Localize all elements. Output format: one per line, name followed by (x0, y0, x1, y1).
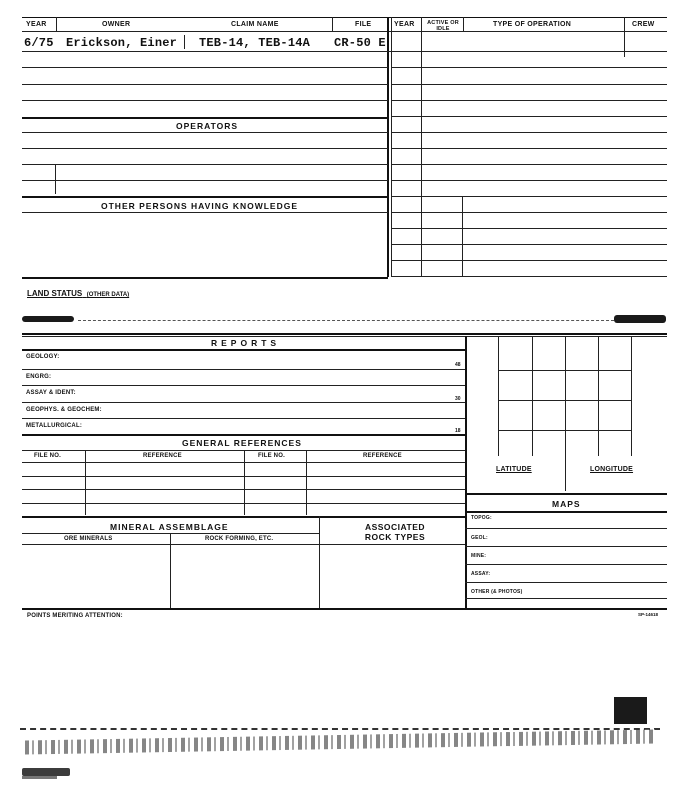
scan-noise-band (25, 730, 655, 755)
ink-smudge-right (614, 315, 666, 323)
maps-topog: TOPOG: (471, 515, 492, 521)
ref-header-reference-2: REFERENCE (363, 453, 402, 459)
header-claim-name: CLAIM NAME (231, 21, 279, 28)
header-active-or-idle: ACTIVE OR IDLE (427, 20, 459, 32)
land-status-subtitle: (OTHER DATA) (86, 292, 130, 298)
rock-forming-label: ROCK FORMING, ETC. (205, 536, 274, 542)
header-crew: CREW (632, 21, 655, 28)
header-ops-year: YEAR (394, 21, 415, 28)
mineral-assemblage-title: MINERAL ASSEMBLAGE (110, 522, 229, 532)
other-persons-title: OTHER PERSONS HAVING KNOWLEDGE (101, 201, 299, 211)
owner-row-claim-name: TEB-14, TEB-14A (199, 36, 311, 50)
operators-title: OPERATORS (176, 121, 239, 131)
maps-assay: ASSAY: (471, 571, 491, 577)
longitude-label: LONGITUDE (590, 466, 634, 473)
maps-mine: MINE: (471, 553, 487, 559)
header-file: FILE (355, 21, 372, 28)
ore-minerals-label: ORE MINERALS (64, 536, 113, 542)
form-number: SP-14618 (638, 612, 659, 617)
ref-header-reference-1: REFERENCE (143, 453, 182, 459)
report-geology-label: GEOLOGY: (26, 354, 60, 360)
maps-title: MAPS (552, 499, 581, 509)
owner-row-file: CR-50 E (334, 36, 386, 50)
header-type-of-operation: TYPE OF OPERATION (493, 21, 572, 28)
associated-rock-types-title: ASSOCIATED ROCK TYPES (364, 522, 426, 542)
report-engrg-label: ENGRG: (26, 374, 52, 380)
latitude-label: LATITUDE (496, 466, 532, 473)
ink-smudge-left (22, 316, 74, 322)
reports-title: REPORTS (211, 338, 281, 348)
header-year: YEAR (26, 21, 47, 28)
report-metallurgical-code: 18 (455, 428, 461, 434)
report-assay-code: 30 (455, 396, 461, 402)
land-status-title: LAND STATUS (27, 289, 83, 298)
ref-header-file-no-2: FILE NO. (258, 453, 285, 459)
maps-geol: GEOL: (471, 535, 488, 541)
header-owner: OWNER (102, 21, 131, 28)
report-geophys-label: GEOPHYS. & GEOCHEM: (26, 407, 102, 413)
owner-row-owner: Erickson, Einer (66, 36, 178, 50)
points-meriting-label: POINTS MERITING ATTENTION: (27, 613, 123, 619)
land-status-label (27, 283, 129, 301)
report-assay-label: ASSAY & IDENT: (26, 390, 76, 396)
general-references-title: GENERAL REFERENCES (182, 438, 302, 448)
ink-smudge-bottom (22, 768, 70, 776)
maps-other: OTHER (& PHOTOS) (471, 589, 523, 595)
ink-block (614, 697, 647, 724)
report-geology-code: 48 (455, 362, 461, 368)
report-metallurgical-label: METALLURGICAL: (26, 423, 83, 429)
owner-row-year: 6/75 (24, 36, 54, 50)
ref-header-file-no-1: FILE NO. (34, 453, 61, 459)
